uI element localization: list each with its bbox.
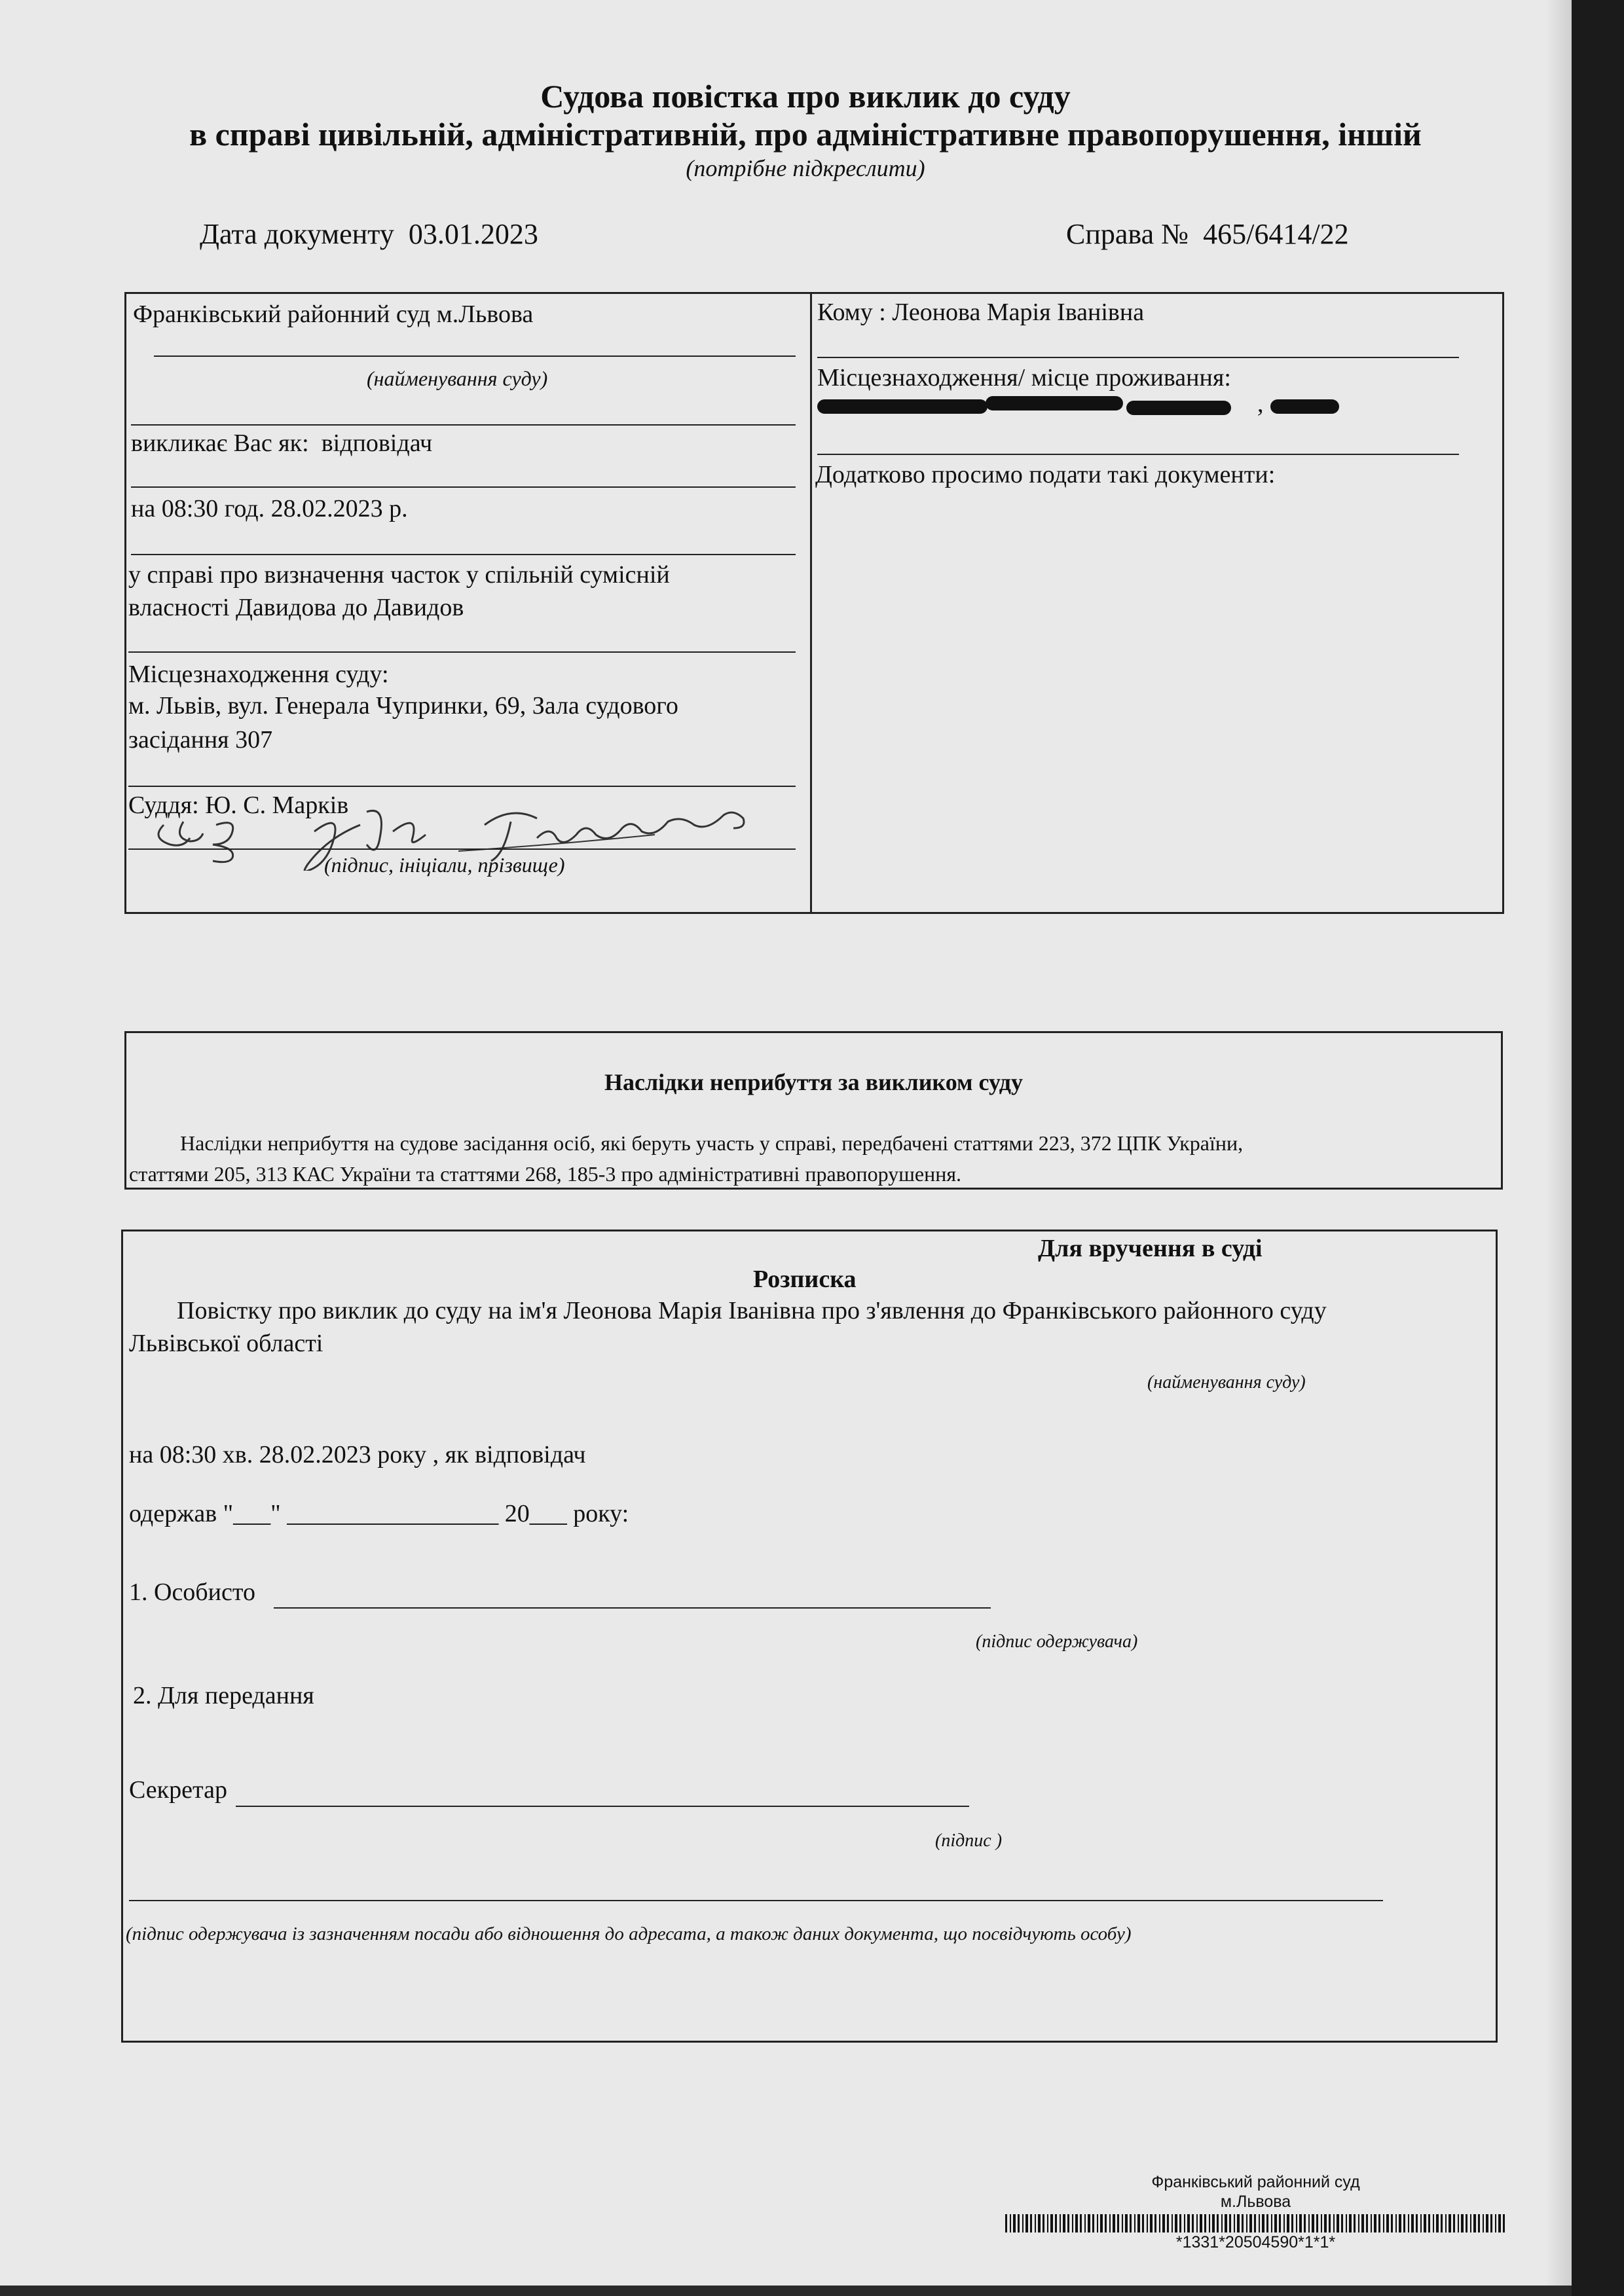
case-value: 465/6414/22 [1203,218,1349,250]
consequences-title: Наслідки неприбуття за викликом суду [604,1069,1023,1095]
hearing-time: на 08:30 год. 28.02.2023 р. [131,495,408,522]
recipient-name: Леонова Марія Іванівна [892,299,1145,326]
case-number [1066,217,1349,251]
for-transfer-label: 2. Для передання [133,1682,314,1709]
divider-line [817,454,1459,455]
receipt-title: Розписка [753,1266,857,1293]
date-label: Дата документу [200,218,394,250]
divider-line [128,848,796,850]
footer-court-line1: Франківський районний суд [1151,2173,1360,2191]
divider-line [128,651,796,653]
judge-name: Суддя: Ю. С. Марків [128,792,349,819]
summons-as-label: викликає Вас як: [131,429,309,457]
redacted-address [1270,399,1339,414]
for-court-delivery: Для вручення в суді [1038,1235,1263,1262]
receipt-time: на 08:30 хв. 28.02.2023 року , як відповідач [129,1441,586,1468]
document-date [200,217,538,251]
barcode [1005,2214,1506,2232]
signature-caption: (підпис, ініціали, прізвище) [324,853,565,877]
additional-documents: Додатково просимо подати такі документи: [815,461,1276,488]
recipient-full-signature-line [129,1900,1383,1901]
footer-court-line2: м.Львова [1220,2193,1291,2211]
divider-line [131,424,796,426]
receipt-text-line1: Повістку про виклик до суду на ім'я Леонова Марія Іванівна про з'явлення до Франківського районного суду [177,1297,1327,1324]
summons-as [131,429,432,458]
case-subject-line2: власності Давидова до Давидов [128,594,464,621]
address-label: Місцезнаходження/ місце проживання: [817,364,1231,392]
secretary-label: Секретар [129,1776,227,1804]
barcode-text: *1331*20504590*1*1* [1175,2233,1336,2251]
court-location-label: Місцезнаходження суду: [128,661,389,688]
redacted-address [817,399,987,414]
scan-bottom-edge [0,2286,1572,2296]
personally-signature-line [274,1607,991,1609]
date-value: 03.01.2023 [408,218,538,250]
secretary-signature-line [236,1806,969,1807]
court-caption: (найменування суду) [367,367,548,390]
recipient-signature-caption: (підпис одержувача) [976,1631,1138,1652]
court-name: Франківський районний суд м.Львова [133,301,534,328]
court-location-line2: засідання 307 [128,726,273,754]
receipt-box [121,1230,1498,2043]
divider-line [817,357,1459,358]
divider-line [131,554,796,555]
personally-label: 1. Особисто [129,1578,255,1606]
court-location-line1: м. Львів, вул. Генерала Чупринки, 69, Зала судового [128,692,678,720]
receipt-text-line2: Львівської області [129,1330,323,1357]
document-title: Судова повістка про виклик до суду [540,78,1071,115]
secretary-signature-caption: (підпис ) [935,1831,1003,1851]
consequences-line2: статтями 205, 313 КАС України та статтями 268, 185-3 про адміністративні правопорушення. [129,1162,962,1186]
scan-shadow [1545,0,1572,2296]
footer-note: (підпис одержувача із зазначенням посади або відношення до адресата, а також даних документа, що посвідчують особу) [126,1923,1132,1944]
recipient-to-label: Кому : [817,299,886,326]
barcode-block [1005,2172,1506,2252]
address-comma: , [1257,390,1264,418]
case-label: Справа № [1066,218,1189,250]
document-subtitle: в справі цивільній, адміністративній, про адміністративне правопорушення, іншій [189,116,1422,153]
redacted-address [986,396,1123,410]
court-line [154,355,796,357]
receipt-court-caption: (найменування суду) [1147,1372,1306,1393]
recipient-to [817,298,1144,327]
divider-line [131,486,796,488]
scan-edge [1572,0,1624,2296]
underline-note: (потрібне підкреслити) [686,155,925,181]
consequences-line1: Наслідки неприбуття на судове засідання осіб, які беруть участь у справі, передбачені статтями 223, 372 ЦПК України, [180,1131,1244,1155]
case-subject-line1: у справі про визначення часток у спільній сумісній [128,561,670,589]
summons-as-value: відповідач [321,429,433,457]
redacted-address [1126,401,1231,415]
received-date: одержав "___" _________________ 20___ року: [129,1500,629,1527]
